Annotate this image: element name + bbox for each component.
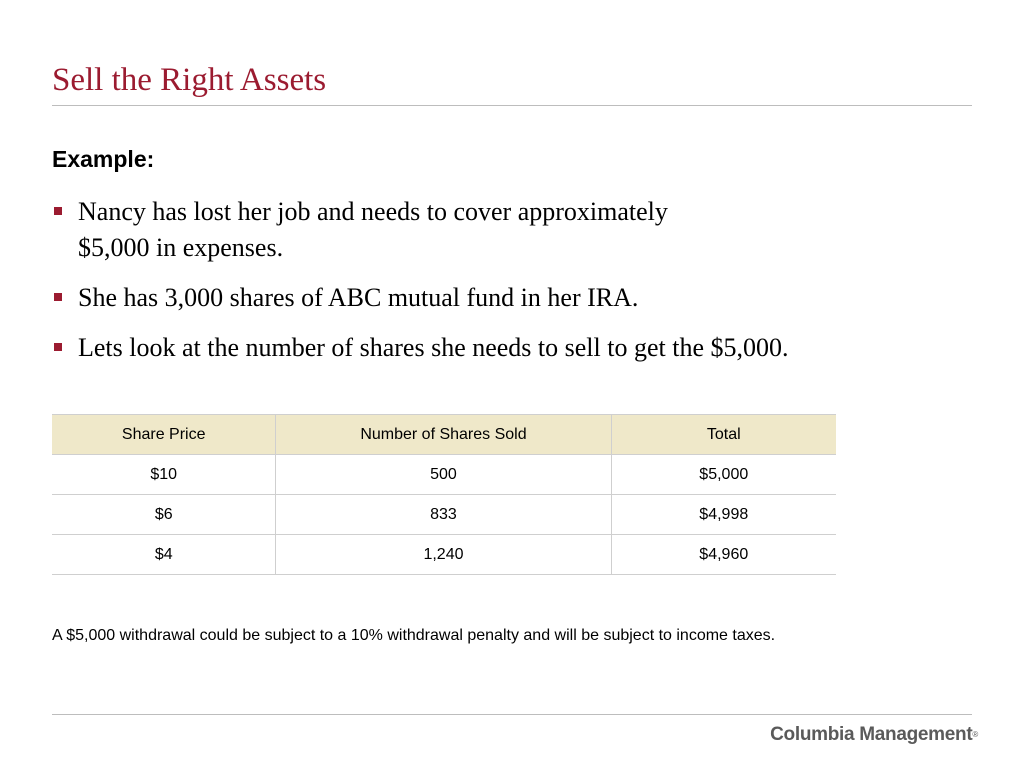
share-price-cell: $6 <box>52 495 276 535</box>
table-header-row <box>52 415 836 455</box>
share-price-cell: $10 <box>52 455 276 495</box>
total-cell: $4,960 <box>611 535 836 575</box>
bullet-text: She has 3,000 shares of ABC mutual fund in her IRA. <box>78 283 639 312</box>
bullet-text-line: Nancy has lost her job and needs to cover approximately <box>78 197 668 226</box>
table-row <box>52 455 836 495</box>
footer-divider <box>52 714 972 715</box>
total-cell: $4,998 <box>611 495 836 535</box>
brand-name: Columbia Management <box>770 724 973 745</box>
footnote: A $5,000 withdrawal could be subject to a 10% withdrawal penalty and will be subject to income taxes. <box>52 627 776 644</box>
shares-sold-cell: 833 <box>276 495 611 535</box>
share-price-cell: $4 <box>52 535 276 575</box>
example-heading: Example: <box>52 146 155 172</box>
bullet-item <box>52 194 972 266</box>
shares-sold-cell: 1,240 <box>276 535 611 575</box>
bullet-list <box>52 194 972 380</box>
bullet-text-line: $5,000 in expenses. <box>78 233 284 262</box>
title-divider <box>52 105 972 106</box>
table-row <box>52 495 836 535</box>
bullet-text: Lets look at the number of shares she needs to sell to get the $5,000. <box>78 333 789 362</box>
slide-title: Sell the Right Assets <box>52 62 327 98</box>
bullet-item <box>52 280 972 316</box>
column-header-share-price: Share Price <box>52 415 276 455</box>
total-cell: $5,000 <box>611 455 836 495</box>
bullet-item <box>52 330 972 366</box>
column-header-total: Total <box>611 415 836 455</box>
square-bullet-icon <box>54 207 62 215</box>
column-header-shares-sold: Number of Shares Sold <box>276 415 611 455</box>
columbia-management-logo <box>770 724 978 746</box>
shares-table <box>52 414 836 575</box>
square-bullet-icon <box>54 343 62 351</box>
shares-sold-cell: 500 <box>276 455 611 495</box>
table-row <box>52 535 836 575</box>
square-bullet-icon <box>54 293 62 301</box>
registered-mark: ® <box>972 730 978 739</box>
